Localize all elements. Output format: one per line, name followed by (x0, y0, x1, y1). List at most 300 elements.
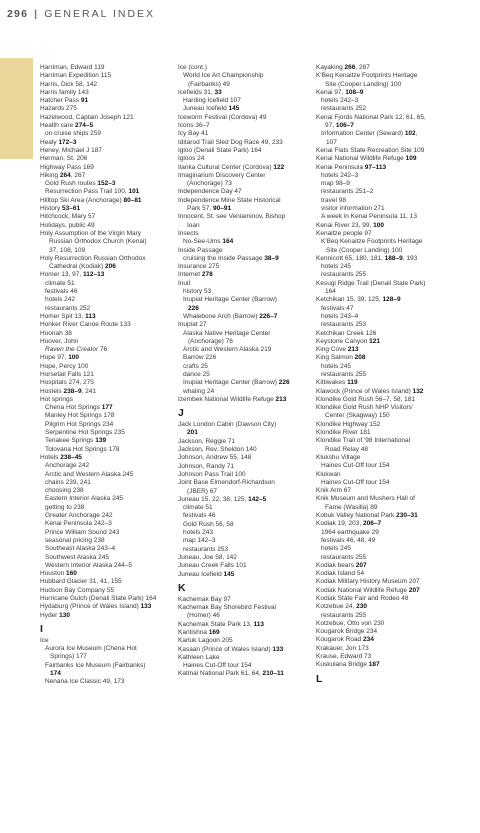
index-entry (40, 396, 180, 404)
index-subentry (178, 222, 318, 230)
entry-text: No-See-Ums (183, 238, 223, 246)
index-subentry (178, 388, 318, 396)
entry-text: Highway Pass 169 (40, 163, 94, 171)
page-ref-main: 238–9 (63, 387, 82, 395)
index-subentry (40, 437, 180, 445)
index-subentry (178, 180, 318, 188)
entry-text: Jackson, Reggie 71 (178, 437, 236, 445)
index-entry (316, 520, 456, 528)
entry-text: Klondike River 181 (316, 429, 371, 437)
index-subentry (178, 363, 318, 371)
index-subentry (40, 670, 180, 678)
index-entry (40, 255, 180, 263)
entry-text: Klondike Highway 152 (316, 420, 381, 428)
entry-text: Southeast Alaska 243–4 (45, 545, 116, 553)
entry-text: Internet (178, 271, 202, 279)
entry-text: Homer Spit 13, (40, 312, 86, 320)
entry-text: map 98–9 (321, 180, 350, 188)
index-entry (178, 230, 318, 238)
entry-text: K'Beq Kenaitze Footprints Heritage (316, 72, 418, 80)
entry-text: Hydaburg (Prince of Wales Island) (40, 603, 141, 611)
index-entry (40, 587, 180, 595)
index-entry (40, 338, 180, 346)
index-subentry (316, 479, 456, 487)
entry-text: Jackson, Rev. Sheldon 140 (178, 446, 257, 454)
page-ref-main: 113 (85, 312, 96, 320)
index-subentry (316, 205, 456, 213)
page-ref-main: 101 (128, 188, 140, 196)
index-entry (316, 636, 456, 644)
index-entry (316, 72, 456, 80)
entry-text: Hot springs (40, 395, 73, 403)
entry-text: Krakauer, Jon 173 (316, 644, 369, 652)
entry-text: Icefields 31, (178, 88, 215, 96)
page-ref-main: 91 (80, 97, 89, 105)
entry-text: World Ice Art Championship (183, 72, 264, 80)
entry-text: climate 51 (45, 279, 75, 287)
entry-text: Hoover, John (40, 337, 79, 345)
index-subentry (178, 288, 318, 296)
index-entry (316, 379, 456, 387)
index-subentry (40, 487, 180, 495)
page-ref-main: 142–5 (248, 495, 267, 503)
index-subentry (178, 546, 318, 554)
index-entry (40, 105, 180, 113)
entry-text: Kenai River 23, 99, (316, 221, 374, 229)
index-subentry (178, 612, 318, 620)
entry-text: Johnson, Andrew 55, 148 (178, 454, 252, 462)
index-subentry (178, 205, 318, 213)
entry-text: 164 (325, 288, 336, 296)
index-entry (316, 495, 456, 503)
index-subentry (40, 263, 180, 271)
index-entry (178, 155, 318, 163)
entry-text: Harriman Expedition 115 (40, 72, 112, 80)
page-ref-main: 133 (272, 645, 284, 653)
entry-text: Springs) 177 (50, 653, 87, 661)
index-entry (316, 354, 456, 362)
entry-text: Kachemak Bay 97 (178, 595, 231, 603)
entry-text: King Salmon (316, 354, 355, 362)
index-entry (178, 188, 318, 196)
entry-text: Fame (Wasilla) 89 (325, 503, 378, 511)
entry-text: hotels 243–4 (321, 312, 359, 320)
entry-text: Ice (cont.) (178, 64, 207, 71)
index-entry (40, 637, 180, 645)
index-entry (178, 670, 318, 678)
entry-text: Hubbard Glacier 31, 41, 155 (40, 578, 122, 586)
index-subentry (316, 263, 456, 271)
index-entry (178, 172, 318, 180)
index-subentry (316, 238, 456, 246)
index-entry (316, 595, 456, 603)
entry-text: Kittiwakes (316, 379, 348, 387)
entry-text: Kotzebue, Otto von 230 (316, 619, 385, 627)
entry-text: Kenai 97, (316, 88, 346, 96)
index-entry (178, 654, 318, 662)
entry-text: Fairbanks Ice Museum (Fairbanks) (45, 661, 146, 669)
index-subentry (40, 429, 180, 437)
entry-text: Johnson Pass Trail 100 (178, 470, 246, 478)
entry-text: Kougarok Bridge 234 (316, 628, 378, 636)
letter-heading: K (178, 581, 186, 594)
index-subentry (316, 446, 456, 454)
index-entry (178, 621, 318, 629)
index-subentry (316, 81, 456, 89)
page-ref-main: 207 (355, 561, 367, 569)
index-entry (178, 562, 318, 570)
index-entry (316, 570, 456, 578)
index-entry (40, 321, 180, 329)
entry-text: Whalebone Arch (Barrow) (183, 312, 260, 320)
index-subentry (178, 330, 318, 338)
index-subentry (40, 653, 180, 661)
entry-text: Kodiak Military History Museum 207 (316, 578, 420, 586)
entry-text: festivals 46 (45, 288, 78, 296)
entry-text: cruising the Inside Passage (183, 254, 265, 262)
index-entry (40, 97, 180, 105)
index-subentry (40, 288, 180, 296)
entry-text: Independence Day 47 (178, 188, 242, 196)
index-entry (40, 164, 180, 172)
entry-text: Insurance 275 (178, 263, 220, 271)
index-subentry (316, 180, 456, 188)
entry-text: festivals 46, 48, 49 (321, 536, 376, 544)
index-subentry (316, 247, 456, 255)
entry-text: Hiking (40, 171, 60, 179)
entry-text: Icons 36–7 (178, 122, 210, 130)
entry-text: Kobuk Valley National Park (316, 512, 397, 520)
index-entry (178, 280, 318, 288)
index-subentry (316, 122, 456, 130)
entry-text: Kenai Peninsula (316, 163, 365, 171)
entry-text: Prince William Sound 243 (45, 528, 120, 536)
entry-text: Hope 97, (40, 354, 69, 362)
index-entry (40, 354, 180, 362)
index-entry (40, 330, 180, 338)
index-entry (40, 454, 180, 462)
index-subentry (40, 529, 180, 537)
index-entry (316, 89, 456, 97)
page-ref-main: 97–113 (364, 163, 387, 171)
page-ref-main: 188–9 (384, 254, 403, 262)
entry-text: Aurora Ice Museum (Chena Hot (45, 645, 137, 653)
index-entry (40, 89, 180, 97)
entry-text: Klawock (Prince of Wales Island) (316, 387, 413, 395)
entry-text: Inupiat Heritage Center (Barrow) (183, 296, 277, 304)
entry-text: Imaginarium Discovery Center (178, 171, 266, 179)
index-entry (316, 653, 456, 661)
entry-text: history 53 (183, 288, 212, 296)
index-subentry (40, 554, 180, 562)
index-entry (178, 646, 318, 654)
entry-text: Park 57, (187, 205, 214, 213)
entry-text: Iditarod Trail Sled Dog Race 49, 233 (178, 138, 283, 146)
page-ref-main: 226–7 (259, 312, 278, 320)
index-entry (40, 603, 180, 611)
index-entry (316, 296, 456, 304)
index-column-2 (178, 64, 318, 679)
index-subentry (40, 305, 180, 313)
index-subentry (178, 429, 318, 437)
index-subentry (178, 296, 318, 304)
entry-text: restaurants 255 (321, 370, 367, 378)
entry-text: Ketchikan Creek 126 (316, 329, 377, 337)
index-entry (40, 379, 180, 387)
index-subentry (40, 247, 180, 255)
entry-text: Johnson, Randy 71 (178, 462, 235, 470)
entry-text: Horsetail Falls 121 (40, 370, 94, 378)
entry-text: Center (Skagway) 150 (325, 412, 390, 420)
entry-text: Chena Hot Springs (45, 404, 102, 412)
index-subentry (40, 471, 180, 479)
entry-text: , 193 (402, 254, 418, 262)
index-entry (178, 438, 318, 446)
index-subentry (178, 529, 318, 537)
page-ref-main: 226 (188, 304, 199, 312)
page-ref-main: 238–45 (60, 453, 82, 461)
index-entry (40, 139, 180, 147)
entry-text: Independence Mine State Historical (178, 196, 281, 204)
entry-text: Haines Cut-Off tour 154 (321, 462, 390, 470)
entry-text: History (40, 205, 63, 213)
index-entry (316, 255, 456, 263)
entry-text: Gold Rush routes (45, 180, 98, 188)
page-ref-main: 122 (273, 163, 285, 171)
entry-text: Eastern Interior Alaska 245 (45, 495, 124, 503)
entry-text: restaurants 252 (45, 304, 91, 312)
entry-text: Kodiak State Fair and Rodeo 48 (316, 595, 409, 602)
entry-text: Southwest Alaska 245 (45, 553, 109, 561)
index-entry (178, 604, 318, 612)
entry-text: Izembek National Wildlife Refuge (178, 395, 276, 403)
index-subentry (316, 97, 456, 105)
letter-heading: I (40, 622, 43, 635)
page-ref-main: 226 (278, 379, 290, 387)
entry-text: 76 (98, 346, 108, 354)
entry-text: 107 (326, 138, 337, 146)
index-subentry (316, 313, 456, 321)
index-entry (316, 155, 456, 163)
index-subentry (316, 321, 456, 329)
index-subentry (316, 462, 456, 470)
entry-text: Kenai Peninsula 242–3 (45, 520, 112, 528)
page-ref-main: 130 (59, 611, 71, 619)
index-entry (40, 578, 180, 586)
index-subentry (40, 412, 180, 420)
page-ref-main: 132 (412, 387, 424, 395)
entry-text: Igloos 24 (178, 155, 205, 163)
entry-text: (Anchorage) 73 (187, 180, 232, 188)
letter-heading: L (316, 672, 323, 685)
entry-text: Ilanka Cultural Center (Cordova) (178, 163, 274, 171)
index-entry (178, 479, 318, 487)
entry-text: Hospitals 274, 275 (40, 379, 94, 387)
index-subentry (40, 562, 180, 570)
entry-text: Inupiat Heritage Center (Barrow) (183, 379, 279, 387)
entry-text: 1964 earthquake 29 (321, 528, 379, 536)
entry-text: Holidays, public 49 (40, 221, 95, 229)
entry-text: Holy Resurrection Russian Orthodox (40, 254, 146, 262)
index-entry (178, 147, 318, 155)
entry-text: Kenai National Wildlife Refuge (316, 155, 406, 163)
entry-text: Haines Cut-Off tour 154 (321, 478, 390, 486)
index-subentry (178, 504, 318, 512)
entry-text: Juneau Icefield (183, 105, 229, 113)
page-ref-main: 108–9 (345, 88, 364, 96)
entry-text: map 142–3 (183, 537, 216, 545)
entry-text: crafts 25 (183, 362, 208, 370)
entry-text: Ioan (187, 221, 200, 229)
entry-text: 97, (325, 122, 336, 130)
entry-text: , (415, 130, 418, 138)
index-entry (316, 64, 456, 72)
index-entry (316, 471, 456, 479)
index-entry (316, 620, 456, 628)
entry-text: Homer 13, 97, (40, 271, 83, 279)
page-ref-main: 139 (95, 437, 107, 445)
page-ref-main: 100 (68, 354, 80, 362)
entry-text: Knik Museum and Mushers Hall of (316, 495, 415, 503)
index-subentry (316, 197, 456, 205)
index-entry (40, 114, 180, 122)
entry-text: Kasaan (Prince of Wales Island) (178, 645, 273, 653)
index-subentry (40, 130, 180, 138)
entry-text: Ice (40, 636, 49, 644)
index-subentry (40, 296, 180, 304)
entry-text: Tolovana Hot Springs 178 (45, 445, 120, 453)
index-entry (178, 197, 318, 205)
index-subentry (40, 180, 180, 188)
index-subentry (178, 72, 318, 80)
page-ref-main: 106–7 (335, 122, 354, 130)
page-ref-main: 119 (347, 379, 358, 387)
entry-text: Hoonah 38 (40, 329, 72, 337)
index-entry (40, 172, 180, 180)
index-entry (316, 578, 456, 586)
entry-text: restaurants 253 (321, 321, 367, 329)
page-ref-main: 274–5 (75, 122, 94, 130)
index-entry (316, 330, 456, 338)
index-entry (178, 554, 318, 562)
index-subentry (40, 421, 180, 429)
index-subentry (40, 495, 180, 503)
entry-text: chains 239, 241 (45, 478, 91, 486)
entry-text: Klondike Trail of '98 International (316, 437, 411, 445)
index-subentry (40, 645, 180, 653)
index-subentry (316, 529, 456, 537)
index-entry (178, 130, 318, 138)
entry-text: Kodiak National Wildlife Refuge (316, 586, 409, 594)
index-subentry (40, 238, 180, 246)
page-ref-main: 152–3 (97, 180, 116, 188)
entry-text: Innocent, St. see Veniaminov, Bishop (178, 213, 286, 221)
index-entry (316, 628, 456, 636)
entry-text: Gold Rush 56, 58 (183, 520, 234, 528)
entry-text: Manley Hot Springs 178 (45, 412, 115, 420)
entry-text: restaurants 255 (321, 553, 367, 561)
entry-text: Hope, Percy 100 (40, 362, 89, 370)
page-ref-main: 121 (369, 337, 380, 345)
letter-heading: J (178, 407, 184, 420)
index-entry (40, 313, 180, 321)
index-entry (178, 496, 318, 504)
index-entry (40, 81, 180, 89)
entry-text: Honker River Canoe Route 133 (40, 321, 131, 329)
index-subentry (40, 678, 180, 686)
index-subentry (316, 504, 456, 512)
entry-text: Harriman, Edward 119 (40, 64, 105, 71)
entry-text: (Anchorage) 76 (188, 337, 233, 345)
index-entry (178, 263, 318, 271)
index-subentry (40, 545, 180, 553)
entry-text: Harris, Dick 58, 142 (40, 80, 98, 88)
index-entry (316, 429, 456, 437)
entry-text: Harding Icefield 107 (183, 97, 241, 105)
index-subentry (316, 288, 456, 296)
index-subentry (316, 537, 456, 545)
entry-text: hotels 242–3 (321, 171, 359, 179)
page-ref-main: 266 (344, 64, 356, 71)
index-entry (178, 571, 318, 579)
entry-text: Klondike Gold Rush 56–7, 58, 181 (316, 395, 416, 403)
index-subentry (178, 313, 318, 321)
page-ref-main: 164 (222, 238, 234, 246)
page-ref-main: 112–13 (83, 271, 105, 279)
index-subentry (40, 504, 180, 512)
entry-text: Resurrection Pass Trail 100, (45, 188, 129, 196)
entry-text: Holy Assumption of the Virgin Mary (40, 229, 142, 237)
index-entry (40, 388, 180, 396)
index-subentry (40, 662, 180, 670)
index-entry (316, 404, 456, 412)
index-subentry (178, 512, 318, 520)
index-entry (316, 338, 456, 346)
entry-text: Greater Anchorage 242 (45, 512, 113, 520)
index-subentry (178, 81, 318, 89)
entry-text: Knik Arm 67 (316, 487, 352, 495)
section-title: GENERAL INDEX (44, 8, 156, 20)
entry-text: visitor information 271 (321, 205, 385, 213)
entry-text: hotels 242–3 (321, 97, 359, 105)
entry-text: restaurants 252 (321, 105, 367, 113)
index-entry (40, 122, 180, 130)
index-subentry (316, 139, 456, 147)
index-entry (316, 603, 456, 611)
entry-text: Kennicott 65, 180, 181, (316, 254, 385, 262)
index-entry (178, 139, 318, 147)
entry-text: Kachemak State Park 13, (178, 620, 254, 628)
index-entry (316, 114, 456, 122)
index-entry (316, 661, 456, 669)
index-entry (178, 446, 318, 454)
page-ref-main: 90–91 (213, 205, 232, 213)
index-subentry (178, 354, 318, 362)
entry-text: festivals 46 (183, 512, 216, 520)
index-entry (40, 595, 180, 603)
index-subentry (40, 280, 180, 288)
entry-text: Juneau Creek Falls 101 (178, 562, 247, 570)
page-ref-main: 206 (105, 263, 116, 271)
index-entry (316, 346, 456, 354)
index-entry (178, 471, 318, 479)
index-entry (40, 197, 180, 205)
page-ref-main: 210–11 (262, 670, 284, 678)
index-entry (40, 213, 180, 221)
index-subentry (40, 512, 180, 520)
entry-text: on cruise ships 259 (45, 130, 102, 138)
entry-text: Kodiak 19, 203, (316, 520, 363, 528)
